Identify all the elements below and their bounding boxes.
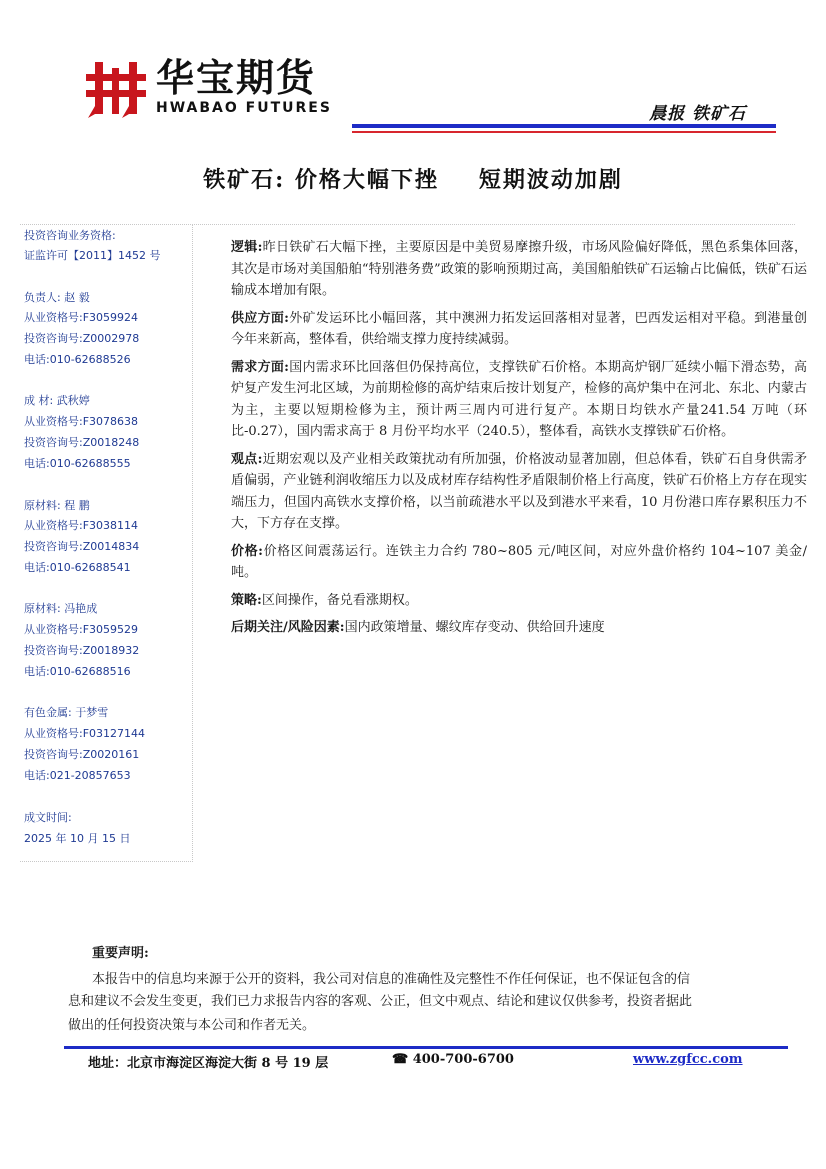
analyst-qual: 从业资格号:F3038114 <box>24 519 139 532</box>
analyst-qual: 从业资格号:F3078638 <box>24 415 139 428</box>
section-lead: 后期关注/风险因素: <box>231 620 345 635</box>
section-text: 外矿发运环比小幅回落，其中澳洲力拓发运回落相对显著，巴西发运相对平稳。到港量创今年来新高，整体看，供给端支撑力度持续减弱。 <box>231 310 807 347</box>
license-value: 证监许可【2011】1452 号 <box>24 249 161 262</box>
section-logic <box>231 237 807 302</box>
analyst-consult: 投资咨询号:Z0020161 <box>24 748 140 761</box>
license-label: 投资咨询业务资格: <box>24 229 116 242</box>
analyst-consult: 投资咨询号:Z0018248 <box>24 436 140 449</box>
title-part2: 短期波动加剧 <box>478 167 623 193</box>
brand-name-en: HWABAO FUTURES <box>156 100 332 116</box>
hwabao-logo-icon <box>86 60 146 118</box>
analyst-phone: 电话:010-62688541 <box>24 561 131 574</box>
brand-name-cn: 华宝期货 <box>156 56 317 100</box>
header-rule-blue <box>352 124 776 128</box>
section-text: 区间操作，备兑看涨期权。 <box>261 592 418 608</box>
analyst-role: 有色金属: 于梦雪 <box>24 706 109 719</box>
report-tag: 晨报 铁矿石 <box>649 104 746 124</box>
section-text: 价格区间震荡运行。连铁主力合约 780~805 元/吨区间，对应外盘价格约 104~107 美金/吨。 <box>231 543 807 580</box>
disclaimer-body <box>68 968 784 1038</box>
date-value: 2025 年 10 月 15 日 <box>24 832 131 845</box>
section-text: 国内政策增量、螺纹库存变动、供给回升速度 <box>344 620 605 635</box>
section-lead: 需求方面: <box>231 359 289 375</box>
section-lead: 策略: <box>231 592 262 608</box>
analyst-qual: 从业资格号:F03127144 <box>24 727 146 740</box>
section-price <box>231 541 807 584</box>
disclaimer-line: 息和建议不会发生变更，我们已力求报告内容的客观、公正，但文中观点、结论和建议仅供参考，投资者据此 <box>68 994 693 1009</box>
header-rule-red <box>352 131 776 133</box>
analyst-consult: 投资咨询号:Z0014834 <box>24 540 140 553</box>
section-demand <box>231 357 807 443</box>
footer-rule <box>64 1046 788 1049</box>
analyst-phone: 电话:010-62688526 <box>24 353 131 366</box>
section-lead: 价格: <box>231 543 263 559</box>
analyst-role: 原材料: 冯艳成 <box>24 602 98 615</box>
section-supply <box>231 308 807 351</box>
footer-address: 地址：北京市海淀区海淀大街 8 号 19 层 <box>88 1056 329 1071</box>
analyst-phone: 电话:010-62688516 <box>24 665 131 678</box>
analyst-role: 原材料: 程 鹏 <box>24 499 90 512</box>
section-view <box>231 449 807 535</box>
section-risk <box>231 617 807 639</box>
report-body <box>231 237 807 645</box>
disclaimer-line: 本报告中的信息均来源于公开的资料，我公司对信息的准确性及完整性不作任何保证，也不保证包含的信 <box>92 972 691 987</box>
analyst-phone: 电话:021-20857653 <box>24 769 131 782</box>
section-lead: 观点: <box>231 451 263 467</box>
page-title <box>0 163 826 194</box>
section-text: 国内需求环比回落但仍保持高位，支撑铁矿石价格。本期高炉钢厂延续小幅下滑态势，高炉复产发生河北区域，为前期检修的高炉结束后按计划复产，检修的高炉集中在河北、东北、内蒙古为主，主要以短期检修为主，预计两三周内可进行复产。本期日均铁水产量241.54 万吨（环比-0.27），国内需求高于 8 月份平均水平（240.5），整体看，高铁水支撑铁矿石价格。 <box>231 359 807 439</box>
disclaimer-title: 重要声明: <box>92 946 149 961</box>
analyst-phone: 电话:010-62688555 <box>24 457 131 470</box>
section-text: 近期宏观以及产业相关政策扰动有所加强，价格波动显著加剧，但总体看，铁矿石自身供需矛盾偏弱，产业链利润收缩压力以及成材库存结构性矛盾限制价格上行高度，铁矿石价格上方存在现实端压力，但国内高铁水支撑价格，以当前疏港水平以及到港水平来看，10 月份港口库存累积压力不大，下方存在支撑。 <box>231 451 807 531</box>
analyst-consult: 投资咨询号:Z0002978 <box>24 332 140 345</box>
analyst-role: 负责人: 赵 毅 <box>24 291 90 304</box>
section-lead: 逻辑: <box>231 240 263 255</box>
analyst-consult: 投资咨询号:Z0018932 <box>24 644 140 657</box>
footer-phone: ☎ 400-700-6700 <box>392 1052 514 1067</box>
title-part1: 铁矿石: 价格大幅下挫 <box>203 167 439 193</box>
disclaimer-line: 做出的任何投资决策与本公司和作者无关。 <box>68 1018 316 1033</box>
section-lead: 供应方面: <box>231 310 289 326</box>
sidebar <box>20 225 193 862</box>
analyst-role: 成 材: 武秋婷 <box>24 394 90 407</box>
analyst-qual: 从业资格号:F3059924 <box>24 311 139 324</box>
section-strategy <box>231 590 807 612</box>
section-text: 昨日铁矿石大幅下挫，主要原因是中美贸易摩擦升级，市场风险偏好降低，黑色系集体回落，其次是市场对美国船舶“特别港务费”政策的影响预期过高，美国船舶铁矿石运输占比偏低，铁矿石运输成本增加有限。 <box>231 240 807 298</box>
footer-website-link[interactable]: www.zgfcc.com <box>633 1052 743 1067</box>
analyst-qual: 从业资格号:F3059529 <box>24 623 139 636</box>
date-label: 成文时间: <box>24 811 72 824</box>
